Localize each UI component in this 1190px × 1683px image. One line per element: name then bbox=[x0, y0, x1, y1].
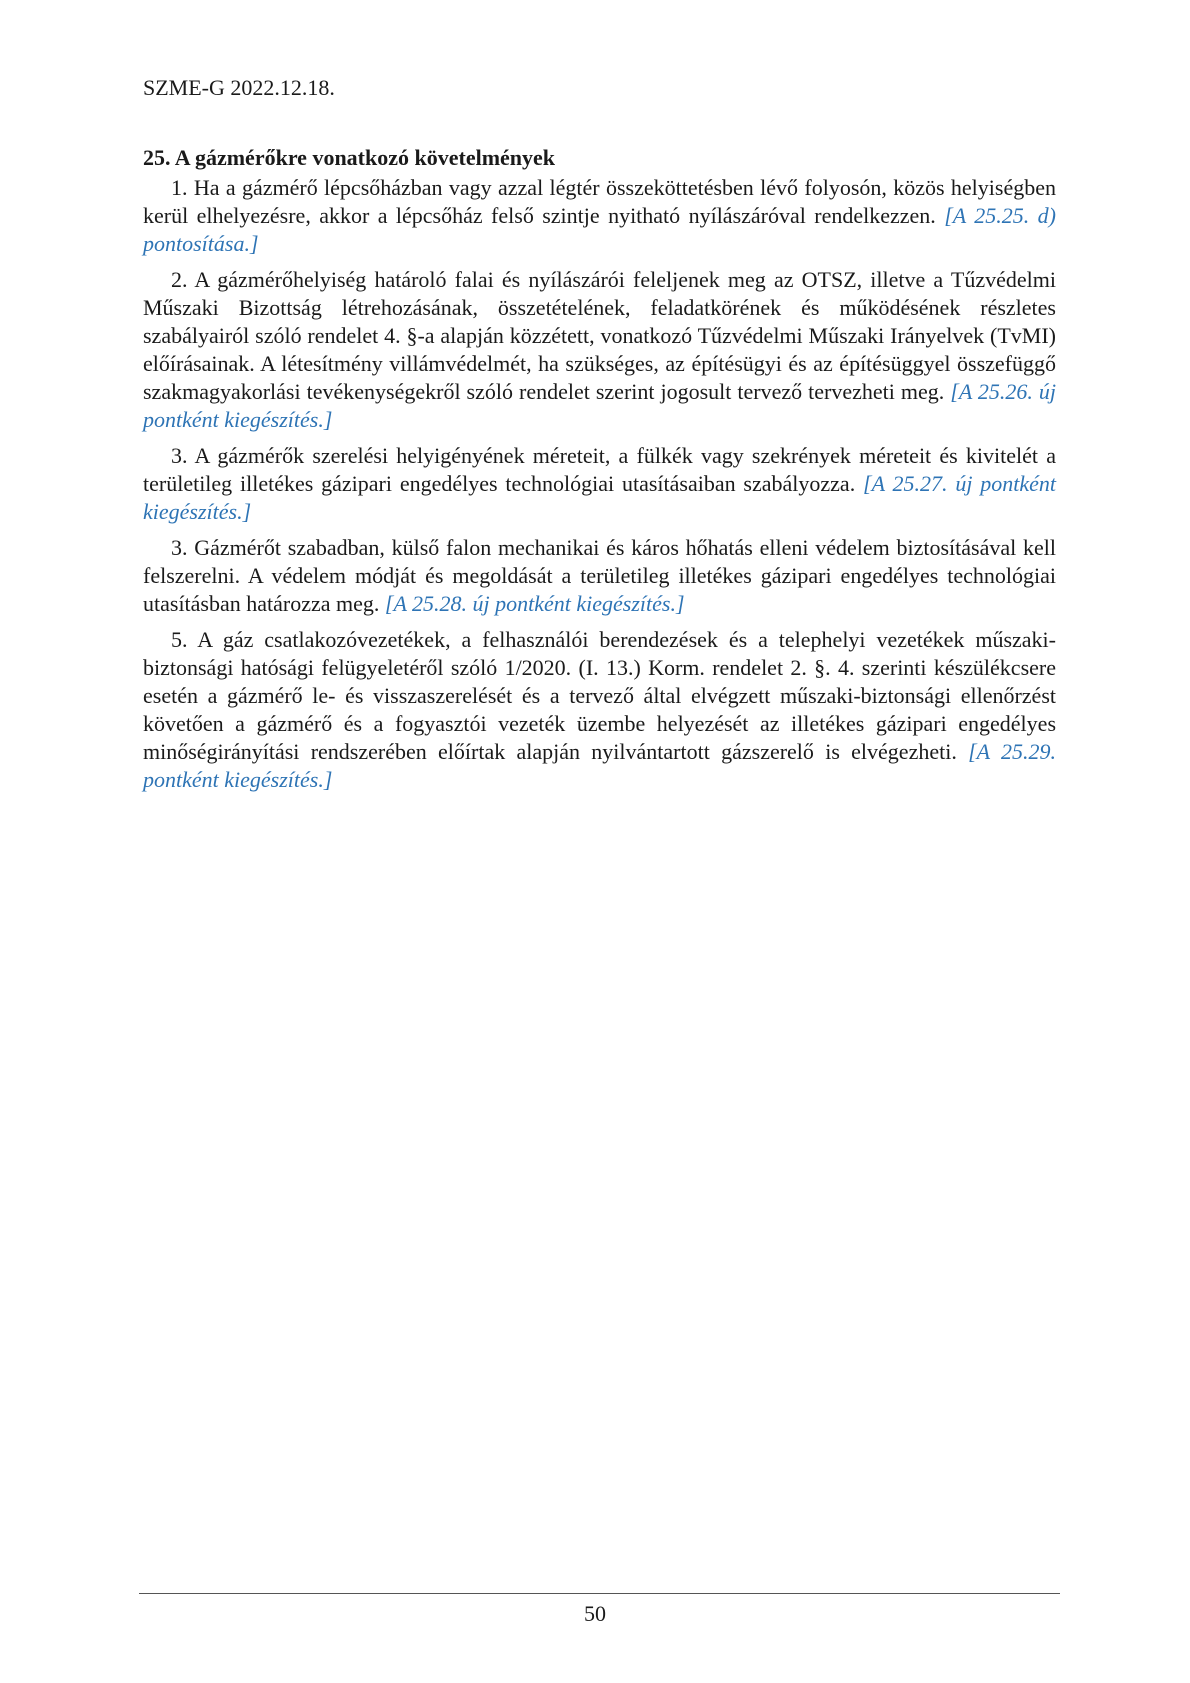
document-body bbox=[143, 144, 1056, 802]
paragraph-4 bbox=[143, 534, 1056, 618]
paragraph-2 bbox=[143, 266, 1056, 434]
paragraph-text: 3. Gázmérőt szabadban, külső falon mechanikai és káros hőhatás elleni védelem biztosításával kell felszerelni. A védelem módját és megoldását a területileg illetékes gázipari engedélyes technológiai utasításban határozza meg. bbox=[143, 535, 1056, 616]
paragraph-text: 5. A gáz csatlakozóvezetékek, a felhasználói berendezések és a telephelyi vezetékek műszaki-biztonsági hatósági felügyeletéről szóló 1/2020. (I. 13.) Korm. rendelet 2. §. 4. szerinti készülékcsere esetén a gázmérő le- és visszaszerelését és a tervező által elvégzett műszaki-biztonsági ellenőrzést követően a gázmérő és a fogyasztói vezeték üzembe helyezését az illetékes gázipari engedélyes minőségirányítási rendszerében előírtak alapján nyilvántartott gázszerelő is elvégezheti. bbox=[143, 627, 1056, 764]
paragraph-5 bbox=[143, 626, 1056, 794]
amendment-note: [A 25.28. új pontként kiegészítés.] bbox=[384, 591, 685, 616]
paragraph-1 bbox=[143, 174, 1056, 258]
amendment-note: [A 25.27. új pontként kiegészítés.] bbox=[143, 471, 1057, 524]
amendment-note: [A 25.26. új pontként kiegészítés.] bbox=[143, 379, 1057, 432]
document-header: SZME-G 2022.12.18. bbox=[143, 75, 335, 100]
paragraph-text: 2. A gázmérőhelyiség határoló falai és nyílászárói feleljenek meg az OTSZ, illetve a Tűzvédelmi Műszaki Bizottság létrehozásának, összetételének, feladatkörének és működésének részletes szabályairól szóló rendelet 4. §-a alapján közzétett, vonatkozó Tűzvédelmi Műszaki Irányelvek (TvMI) előírásainak. A létesítmény villámvédelmét, ha szükséges, az építésügyi és az építésüggyel összefüggő szakmagyakorlási tevékenységekről szóló rendelet szerint jogosult tervező tervezheti meg. bbox=[143, 267, 1056, 404]
section-title: 25. A gázmérőkre vonatkozó követelmények bbox=[143, 145, 556, 170]
amendment-note: [A 25.25. d) pontosítása.] bbox=[143, 203, 1056, 256]
amendment-note: [A 25.29. pontként kiegészítés.] bbox=[143, 739, 1056, 792]
paragraph-3 bbox=[143, 442, 1056, 526]
footer-divider bbox=[139, 1593, 1060, 1594]
page-number: 50 bbox=[584, 1601, 606, 1626]
paragraph-text: 3. A gázmérők szerelési helyigényének méreteit, a fülkék vagy szekrények méreteit és kivitelét a területileg illetékes gázipari engedélyes technológiai utasításaiban szabályozza. bbox=[143, 443, 1056, 496]
paragraph-text: 1. Ha a gázmérő lépcsőházban vagy azzal légtér összeköttetésben lévő folyosón, közös helyiségben kerül elhelyezésre, akkor a lépcsőház felső szintje nyitható nyílászáróval rendelkezzen. bbox=[143, 175, 1056, 228]
